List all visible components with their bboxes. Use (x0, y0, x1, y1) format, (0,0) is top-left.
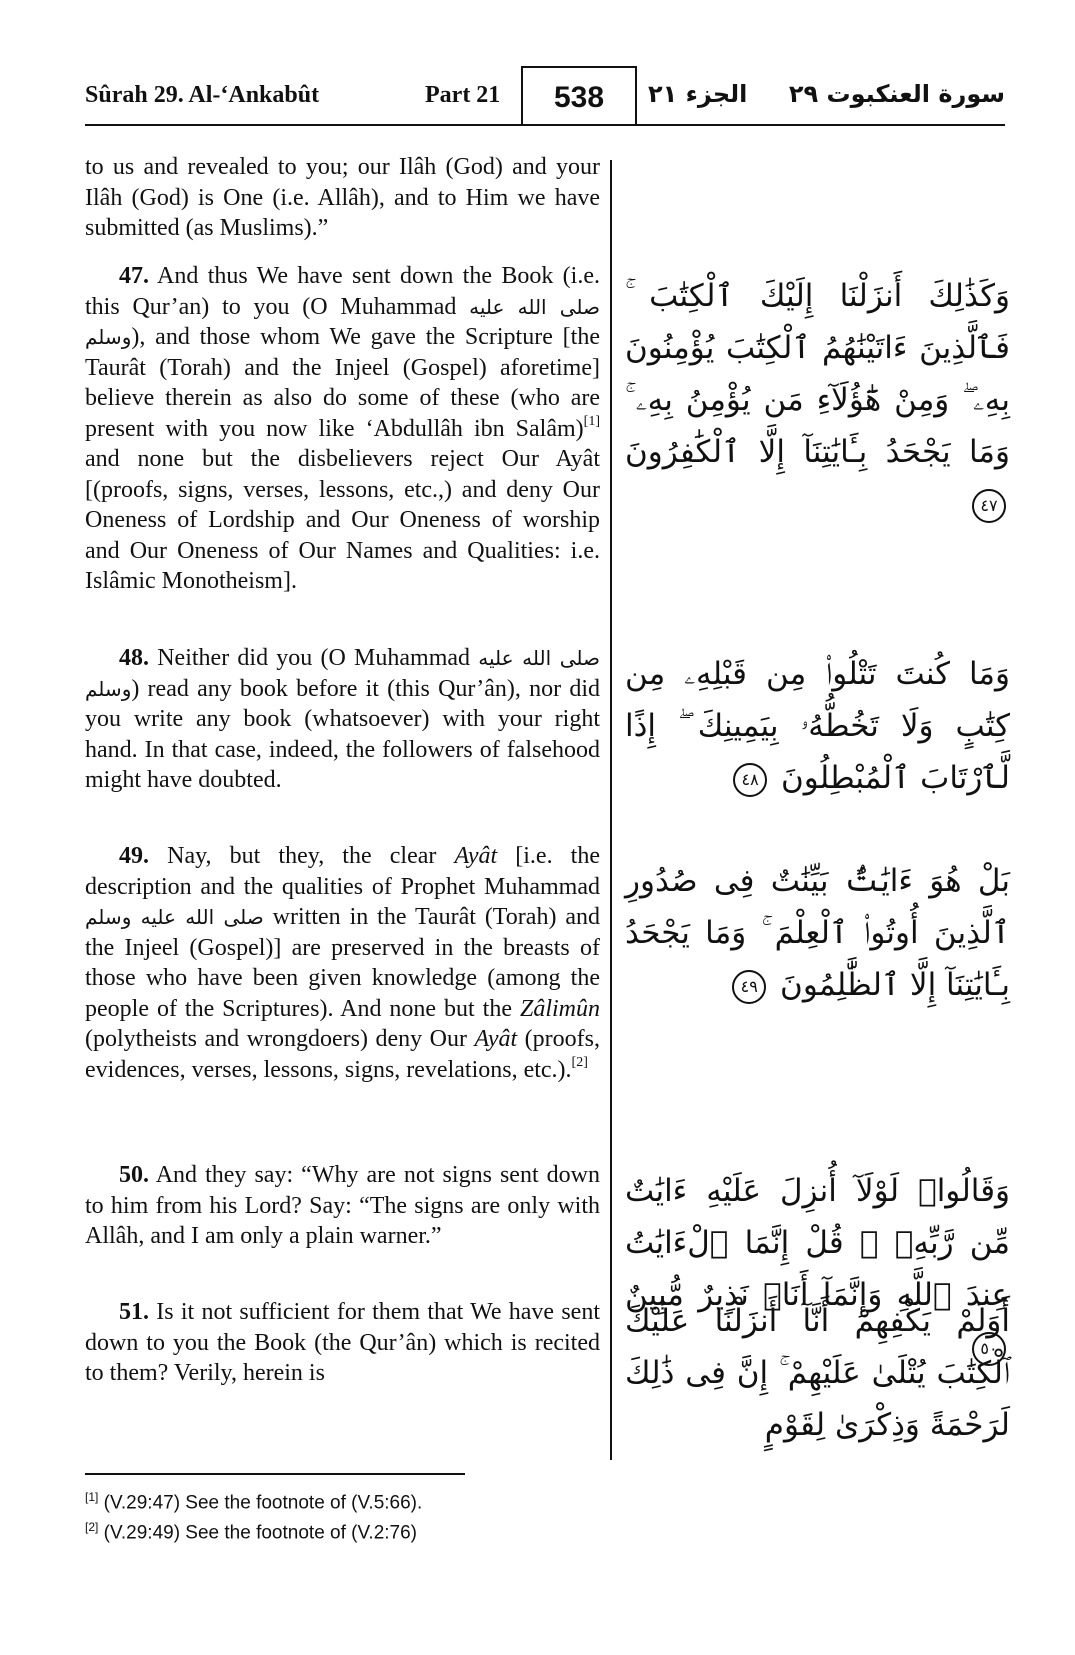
footnote-ref[interactable]: [2] (571, 1054, 588, 1070)
verse-text: Neither did you (O Muhammad (149, 645, 479, 671)
page-header (85, 66, 1005, 126)
verse-number: 49. (119, 843, 149, 869)
translation-intro (85, 152, 600, 244)
header-rule (85, 124, 1005, 126)
verse-text: And they say: “Why are not signs sent down to him from his Lord? Say: “The signs are only with Allâh, and I am only a plain warner.” (85, 1162, 600, 1249)
verse-text: written in the Taurât (Torah) and the Injeel (Gospel)] are preserved in the breasts of those who have been given knowledge (among the people of the Scriptures). And none but the (85, 904, 601, 1022)
salawat-inline: صلى الله عليه وسلم (85, 294, 601, 349)
ayat-term: Ayât (454, 843, 498, 869)
translation-verse-48 (85, 643, 600, 796)
arabic-text: وَمَا كُنتَ تَتْلُوا۟ مِن قَبْلِهِۦ مِن كِتَٰبٍ وَلَا تَخُطُّهُۥ بِيَمِينِكَ ۖ إِذًا لَّٱرْتَابَ ٱلْمُبْطِلُونَ (625, 656, 1010, 796)
salawat-inline: صلى الله عليه وسلم (85, 905, 264, 929)
footnote-marker: [2] (85, 1520, 99, 1534)
arabic-text: وَكَذَٰلِكَ أَنزَلْنَا إِلَيْكَ ٱلْكِتَٰبَ ۚ فَٱلَّذِينَ ءَاتَيْنَٰهُمُ ٱلْكِتَٰبَ يُؤْمِنُونَ بِهِۦ ۖ وَمِنْ هَٰٓؤُلَآءِ مَن يُؤْمِنُ بِهِۦ ۚ وَمَا يَجْحَدُ بِـَٔايَٰتِنَآ إِلَّا ٱلْكَٰفِرُونَ (625, 278, 1010, 470)
translation-verse-47 (85, 261, 600, 597)
surah-title: Sûrah 29. Al-‘Ankabût (85, 82, 320, 108)
verse-text: [i.e. the description and the qualities of Prophet Muhammad (85, 843, 600, 900)
arabic-verse-51 (625, 1295, 1010, 1451)
footnote-text: (V.29:47) See the footnote of (V.5:66). (98, 1492, 423, 1514)
verse-text: ), and those whom We gave the Scripture [the Taurât (Torah) and the Injeel (Gospel) aforetime] believe therein as also do some of these (who are present with you now like ‘Abdullâh ibn Salâm) (85, 324, 600, 442)
arabic-verse-49 (625, 855, 1010, 1011)
footnote-marker: [1] (85, 1490, 99, 1504)
intro-text: to us and revealed to you; our Ilâh (God) and your Ilâh (God) is One (i.e. Allâh), and to Him we have submitted (as Muslims).” (85, 154, 600, 241)
footnote-rule (85, 1473, 465, 1475)
ayah-number-mark: ٤٩ (732, 970, 766, 1004)
verse-number: 50. (119, 1162, 149, 1188)
verse-text: (proofs, evidences, verses, lessons, signs, revelations, etc.). (85, 1026, 600, 1083)
translation-verse-49 (85, 841, 600, 1085)
verse-text: (polytheists and wrongdoers) deny Our (85, 1026, 475, 1052)
verse-text: Nay, but they, the clear (149, 843, 455, 869)
verse-number: 47. (119, 263, 149, 289)
ayah-number-mark: ٥٠ (972, 1332, 1006, 1366)
column-divider (610, 160, 612, 1460)
footnote-1 (85, 1490, 422, 1514)
verse-text: Is it not sufficient for them that We have sent down to you the Book (the Qur’ân) which is recited to them? Verily, herein is (85, 1299, 600, 1386)
footnote-2 (85, 1520, 417, 1544)
arabic-text: بَلْ هُوَ ءَايَٰتٌۢ بَيِّنَٰتٌ فِى صُدُورِ ٱلَّذِينَ أُوتُوا۟ ٱلْعِلْمَ ۚ وَمَا يَجْحَدُ بِـَٔايَٰتِنَآ إِلَّا ٱلظَّٰلِمُونَ (625, 863, 1010, 1003)
translation-verse-50 (85, 1160, 600, 1252)
ayat-term: Ayât (474, 1026, 518, 1052)
arabic-verse-47 (625, 270, 1010, 530)
salawat-inline: صلى الله عليه وسلم (85, 646, 601, 701)
footnote-ref[interactable]: [1] (583, 413, 600, 429)
verse-number: 51. (119, 1299, 149, 1325)
arabic-text: أَوَلَمْ يَكْفِهِمْ أَنَّآ أَنزَلْنَا عَلَيْكَ ٱلْكِتَٰبَ يُتْلَىٰ عَلَيْهِمْ ۚ إِنَّ فِى ذَٰلِكَ لَرَحْمَةً وَذِكْرَىٰ لِقَوْمٍ (625, 1303, 1010, 1443)
ayah-number-mark: ٤٧ (972, 489, 1006, 523)
part-label: Part 21 (425, 82, 501, 108)
verse-text: ) read any book before it (this Qur’ân), nor did you write any book (whatsoever) with your right hand. In that case, indeed, the followers of falsehood might have doubted. (85, 675, 600, 793)
footnote-text: (V.29:49) See the footnote of (V.2:76) (98, 1522, 418, 1544)
translation-verse-51 (85, 1297, 600, 1389)
arabic-verse-48 (625, 648, 1010, 804)
ayah-number-mark: ٤٨ (733, 763, 767, 797)
verse-number: 48. (119, 645, 149, 671)
zalimun-term: Zâlimûn (519, 995, 600, 1022)
verse-text: And thus We have sent down the Book (i.e. this Qur’an) to you (O Muhammad (85, 263, 600, 320)
arabic-text: وَقَالُوا۟ لَوْلَآ أُنزِلَ عَلَيْهِ ءَايَٰتٌ مِّن رَّبِّهِۦ ۖ قُلْ إِنَّمَا ٱلْءَايَٰتُ عِندَ ٱللَّهِ وَإِنَّمَآ أَنَا۠ نَذِيرٌ مُّبِينٌ (625, 1173, 1010, 1313)
verse-text: and none but the disbelievers reject Our Ayât [(proofs, signs, verses, lessons, etc.,) and deny Our Oneness of Lordship and Our Oneness of worship and Our Oneness of Our Names and Qualities: i.e. Islâmic Monotheism]. (85, 446, 600, 594)
arabic-surah-title: سورة العنكبوت ٢٩ (788, 80, 1005, 108)
page-number: 538 (521, 66, 637, 124)
arabic-part-label: الجزء ٢١ (648, 80, 748, 108)
